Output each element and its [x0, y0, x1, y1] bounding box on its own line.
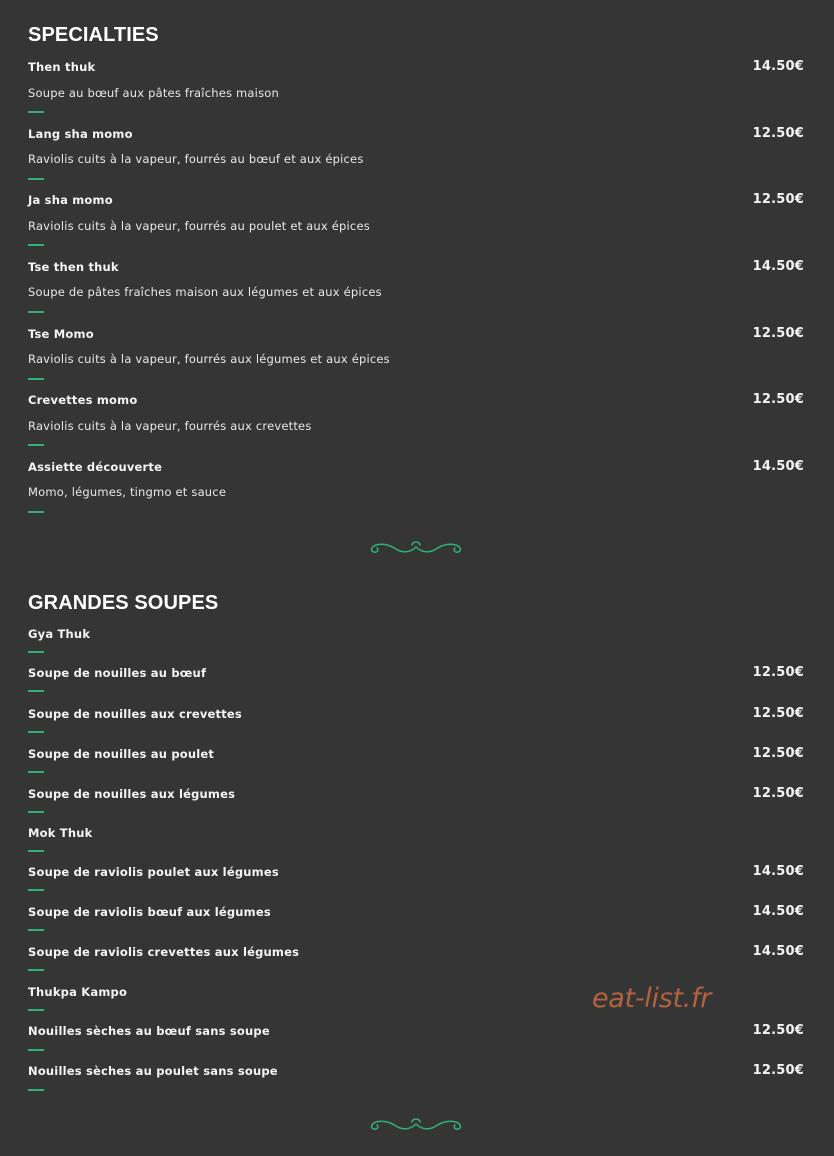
menu-item-price: 14.50€ [752, 944, 804, 959]
menu-item-description: Raviolis cuits à la vapeur, fourrés aux crevettes [28, 419, 312, 433]
item-divider [28, 690, 44, 692]
menu-item-name: Lang sha momo [28, 127, 133, 141]
menu-item-name: Ja sha momo [28, 193, 113, 207]
menu-item-price: 12.50€ [752, 192, 804, 207]
swirl-divider-icon [368, 537, 464, 555]
menu-item-price: 12.50€ [752, 326, 804, 341]
menu-item-description: Momo, légumes, tingmo et sauce [28, 485, 227, 499]
menu-item-price: 12.50€ [752, 786, 804, 801]
item-divider [28, 811, 44, 813]
menu-item-description: Raviolis cuits à la vapeur, fourrés au bœuf et aux épices [28, 152, 364, 166]
menu-item-price: 14.50€ [752, 904, 804, 919]
menu-item-price: 12.50€ [752, 706, 804, 721]
menu-item-name: Tse then thuk [28, 260, 119, 274]
item-divider [28, 889, 44, 891]
menu-item-name: Soupe de nouilles au poulet [28, 747, 215, 761]
item-divider [28, 444, 44, 446]
menu-item-price: 12.50€ [752, 1063, 804, 1078]
menu-item-description: Raviolis cuits à la vapeur, fourrés au poulet et aux épices [28, 219, 370, 233]
menu-item-name: Assiette découverte [28, 460, 163, 474]
section-title-grandes-soupes: GRANDES SOUPES [28, 592, 219, 614]
menu-item-price: 14.50€ [752, 864, 804, 879]
watermark: eat-list.fr [592, 983, 712, 1014]
menu-item-name: Soupe de raviolis poulet aux légumes [28, 865, 279, 879]
menu-item-name: Crevettes momo [28, 393, 138, 407]
item-divider [28, 244, 44, 246]
menu-item-price: 12.50€ [752, 126, 804, 141]
menu-item-price: 12.50€ [752, 1023, 804, 1038]
swirl-divider-icon [368, 1114, 464, 1132]
menu-item-name: Nouilles sèches au poulet sans soupe [28, 1064, 278, 1078]
item-divider [28, 651, 44, 653]
menu-item-name: Soupe de raviolis bœuf aux légumes [28, 905, 271, 919]
item-divider [28, 969, 44, 971]
item-divider [28, 850, 44, 852]
menu-item-price: 14.50€ [752, 459, 804, 474]
menu-item-name: Soupe de nouilles aux crevettes [28, 707, 242, 721]
menu-item-name: Nouilles sèches au bœuf sans soupe [28, 1024, 270, 1038]
item-divider [28, 1089, 44, 1091]
menu-item-price: 14.50€ [752, 59, 804, 74]
menu-group-label: Gya Thuk [28, 627, 91, 641]
item-divider [28, 771, 44, 773]
menu-group-label: Thukpa Kampo [28, 985, 128, 999]
menu-item-description: Soupe de pâtes fraîches maison aux légumes et aux épices [28, 285, 382, 299]
item-divider [28, 311, 44, 313]
item-divider [28, 1049, 44, 1051]
menu-item-price: 12.50€ [752, 746, 804, 761]
item-divider [28, 111, 44, 113]
menu-item-price: 12.50€ [752, 665, 804, 680]
menu-item-price: 12.50€ [752, 392, 804, 407]
menu-item-price: 14.50€ [752, 259, 804, 274]
menu-group-label: Mok Thuk [28, 826, 93, 840]
item-divider [28, 178, 44, 180]
item-divider [28, 511, 44, 513]
menu-item-name: Then thuk [28, 60, 96, 74]
item-divider [28, 731, 44, 733]
item-divider [28, 1009, 44, 1011]
menu-item-description: Soupe au bœuf aux pâtes fraîches maison [28, 86, 279, 100]
menu-item-name: Soupe de nouilles au bœuf [28, 666, 207, 680]
menu-item-description: Raviolis cuits à la vapeur, fourrés aux légumes et aux épices [28, 352, 390, 366]
item-divider [28, 929, 44, 931]
menu-item-name: Soupe de nouilles aux légumes [28, 787, 236, 801]
menu-item-name: Tse Momo [28, 327, 94, 341]
item-divider [28, 378, 44, 380]
menu-item-name: Soupe de raviolis crevettes aux légumes [28, 945, 300, 959]
section-title-specialties: SPECIALTIES [28, 24, 159, 46]
